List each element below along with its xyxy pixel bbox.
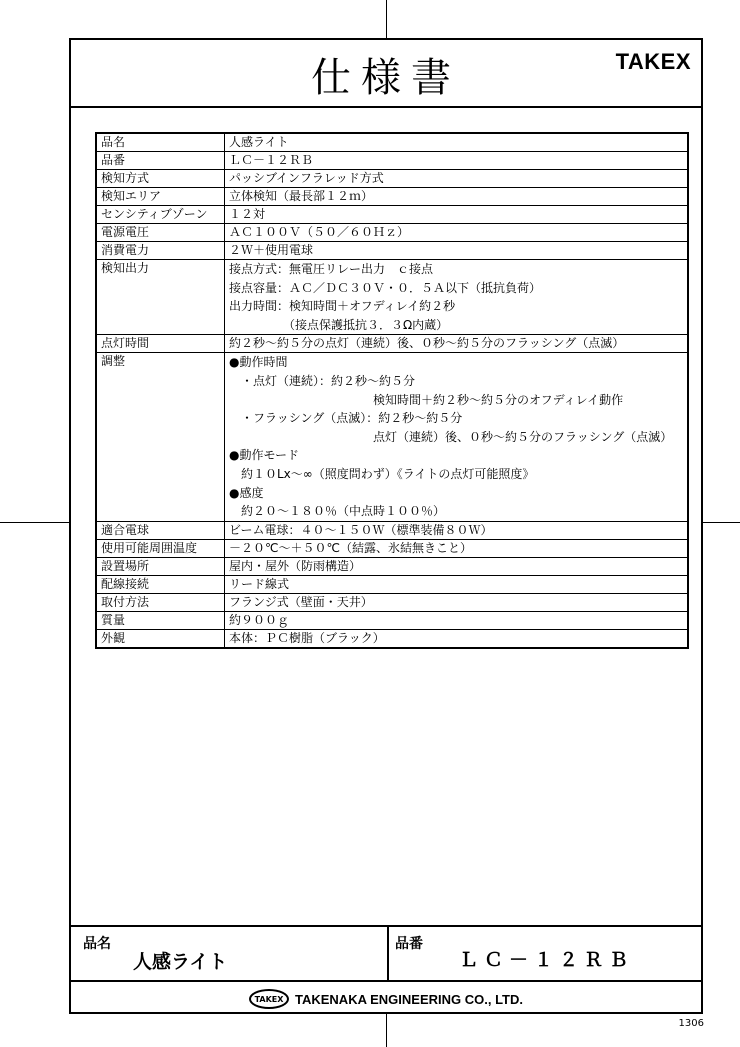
company-name: TAKENAKA ENGINEERING CO., LTD.: [295, 991, 523, 1007]
spec-label: 電源電圧: [96, 224, 225, 242]
spec-value-line: ＬＣ－１２ＲＢ: [229, 153, 314, 167]
spec-value: [225, 521, 689, 539]
spec-row: [96, 335, 688, 353]
spec-value-line: １２対: [229, 207, 266, 221]
spec-table-body: [96, 133, 688, 648]
spec-value-line: フランジ式（壁面・天井）: [229, 594, 373, 609]
spec-label: 外観: [96, 629, 225, 648]
spec-value: [225, 629, 689, 648]
spec-row: [96, 152, 688, 170]
footer-name-label: 品名: [83, 936, 111, 952]
spec-row: [96, 133, 688, 152]
spec-label: 適合電球: [96, 521, 225, 539]
spec-value-line: パッシブインフラレッド方式: [229, 171, 384, 185]
spec-value-line: ビーム電球：４０～１５０Ｗ（標準装備８０Ｗ）: [229, 522, 493, 537]
spec-value: [225, 242, 689, 260]
spec-row: [96, 170, 688, 188]
footer-product-row: [71, 927, 701, 982]
spec-row: [96, 521, 688, 539]
spec-value: [225, 611, 689, 629]
spec-value-line: ●感度: [229, 485, 264, 500]
spec-value-line: 屋内・屋外（防雨構造）: [229, 558, 362, 573]
spec-table: [95, 132, 689, 649]
spec-row: [96, 629, 688, 648]
spec-label: 配線接続: [96, 575, 225, 593]
spec-value-line: ＡＣ１００Ｖ（５０／６０Ｈｚ）: [229, 225, 410, 239]
spec-value-line: ●動作時間: [229, 355, 288, 370]
spec-value-line: 点灯（連続）後、０秒～約５分のフラッシング（点滅）: [229, 429, 673, 444]
spec-value-line: 接点方式：無電圧リレー出力 ｃ接点: [229, 262, 434, 276]
crop-mark-bottom: [386, 1014, 387, 1047]
spec-value: [225, 575, 689, 593]
spec-value-line: －２０℃～＋５０℃（結露、氷結無きこと）: [229, 540, 472, 555]
spec-value-line: 本体：ＰＣ樹脂（ブラック）: [229, 630, 385, 645]
spec-label: 設置場所: [96, 557, 225, 575]
header: [71, 40, 701, 108]
document-code: 1306: [678, 1018, 704, 1029]
spec-row: [96, 575, 688, 593]
spec-value-line: ・点灯（連続）：約２秒～約５分: [229, 373, 416, 388]
spec-value: [225, 206, 689, 224]
spec-row: [96, 260, 688, 335]
spec-row: [96, 206, 688, 224]
spec-value: [225, 188, 689, 206]
spec-row: [96, 353, 688, 521]
spec-value-line: 接点容量：ＡＣ／ＤＣ３０Ｖ・０．５Ａ以下（抵抗負荷）: [229, 280, 542, 295]
spec-value: [225, 152, 689, 170]
spec-value: [225, 593, 689, 611]
spec-value-line: リード線式: [229, 576, 290, 591]
spec-value-line: ２Ｗ＋使用電球: [229, 243, 314, 257]
spec-row: [96, 539, 688, 557]
page-title: 仕様書: [311, 55, 461, 101]
spec-value-line: 約１０Lx～∞（照度問わず）《ライトの点灯可能照度》: [229, 466, 535, 481]
spec-value-line: 約２秒～約５分の点灯（連続）後、０秒～約５分のフラッシング（点滅）: [229, 336, 625, 351]
footer-name-value: 人感ライト: [133, 951, 228, 973]
spec-label: 取付方法: [96, 593, 225, 611]
spec-row: [96, 188, 688, 206]
spec-value: [225, 133, 689, 152]
spec-value-line: （接点保護抵抗３．３Ω内蔵）: [229, 317, 449, 332]
spec-label: 点灯時間: [96, 335, 225, 353]
company-bar: [71, 985, 701, 1013]
spec-value-line: 約９００ｇ: [229, 612, 290, 627]
brand-logo: TAKEX: [615, 49, 691, 74]
company-logo: TAKEX: [249, 989, 289, 1009]
spec-label: 検知出力: [96, 260, 225, 335]
footer-number-value: ＬＣ－１２ＲＢ: [459, 949, 635, 971]
spec-value-line: 人感ライト: [229, 135, 289, 149]
spec-value-line: ●動作モード: [229, 448, 299, 463]
spec-value: [225, 335, 689, 353]
spec-value: [225, 170, 689, 188]
spec-label: 検知方式: [96, 170, 225, 188]
spec-label: 質量: [96, 611, 225, 629]
spec-label: 使用可能周囲温度: [96, 539, 225, 557]
footer-number-label: 品番: [395, 936, 423, 952]
spec-value: [225, 557, 689, 575]
spec-label: 調整: [96, 353, 225, 521]
spec-value: [225, 539, 689, 557]
spec-value-line: ・フラッシング（点滅）：約２秒～約５分: [229, 411, 463, 426]
spec-label: 品名: [96, 133, 225, 152]
footer: [71, 925, 701, 1014]
spec-label: センシティブゾーン: [96, 206, 225, 224]
crop-mark-left: [0, 522, 69, 523]
spec-sheet-frame: [69, 38, 703, 1014]
spec-label: 品番: [96, 152, 225, 170]
spec-row: [96, 611, 688, 629]
spec-value-line: 検知時間＋約２秒～約５分のオフディレイ動作: [229, 392, 624, 407]
spec-value-line: 約２０～１８０％（中点時１００％）: [229, 504, 446, 519]
spec-value: [225, 224, 689, 242]
spec-label: 消費電力: [96, 242, 225, 260]
crop-mark-top: [386, 0, 387, 38]
spec-row: [96, 242, 688, 260]
spec-row: [96, 224, 688, 242]
spec-row: [96, 557, 688, 575]
spec-value: [225, 353, 689, 521]
spec-value: [225, 260, 689, 335]
spec-value-line: 立体検知（最長部１２ｍ）: [229, 189, 374, 203]
spec-row: [96, 593, 688, 611]
footer-divider: [387, 927, 389, 982]
spec-label: 検知エリア: [96, 188, 225, 206]
spec-value-line: 出力時間：検知時間＋オフディレイ約２秒: [229, 299, 456, 314]
crop-mark-right: [703, 522, 740, 523]
